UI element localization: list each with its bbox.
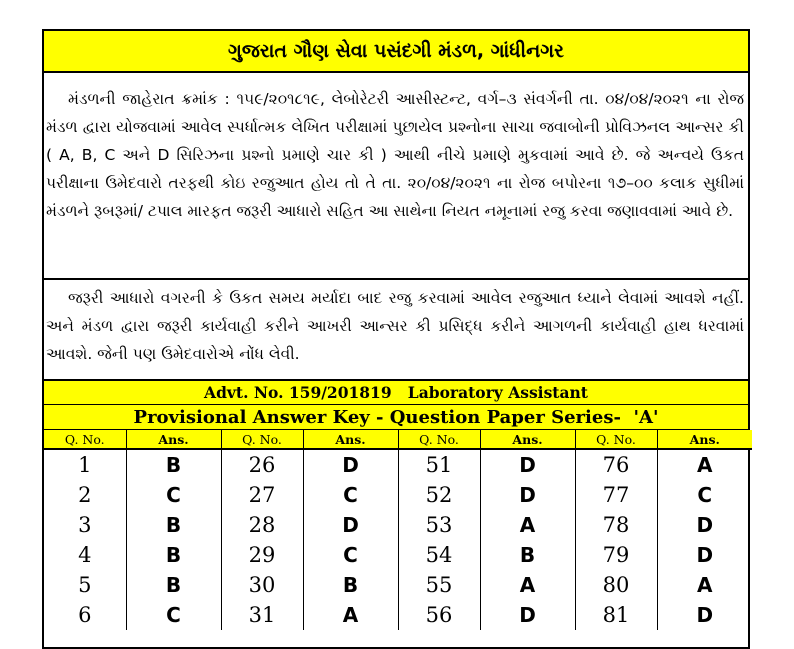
answer-header: Ans. [480,430,575,449]
answer: B [126,449,221,480]
table-row [44,540,752,570]
question-number: 53 [398,510,480,540]
table-row [44,510,752,540]
answer-key-document [42,29,750,649]
question-number: 78 [575,510,657,540]
notice-paragraph-2-text: જરૂરી આધારો વગરની કે ઉકત સમય મર્યાદા બાદ રજુ કરવામાં આવેલ રજુઆત ધ્યાને લેવામાં આવશે નહીં. અને મંડળ દ્વારા જરૂરી કાર્યવાહી કરીને આખરી આન્સર કી પ્રસિદ્ધ કરીને આગળની કાર્યવાહી હાથ ધરવામાં આવશે. જેની પણ ઉમેદવારોએ નોંધ લેવી. [46,289,744,363]
answer: D [480,600,575,630]
question-number: 51 [398,449,480,480]
answer: C [303,480,398,510]
answer: D [303,449,398,480]
answer-key-table [44,430,752,630]
answer: A [697,453,713,477]
question-number: 3 [44,510,126,540]
notice-paragraph-2 [44,280,748,381]
question-number: 28 [221,510,303,540]
question-number: 30 [221,570,303,600]
question-number: 79 [575,540,657,570]
answer: C [303,540,398,570]
answer-header: Ans. [126,430,221,449]
answer-header: Ans. [303,430,398,449]
question-number: 76 [575,449,657,480]
question-number: 1 [44,449,126,480]
question-number: 6 [44,600,126,630]
table-header-row [44,430,752,449]
answer: D [696,603,714,627]
question-number: 27 [221,480,303,510]
question-number: 81 [575,600,657,630]
answer: B [126,570,221,600]
answer: B [126,540,221,570]
question-number: 2 [44,480,126,510]
answer: C [126,480,221,510]
table-row [44,570,752,600]
answer-header: Ans. [657,430,752,449]
question-number: 55 [398,570,480,600]
question-number: 4 [44,540,126,570]
question-number-header: Q. No. [44,430,126,449]
question-number: 54 [398,540,480,570]
notice-paragraph-1 [44,73,748,280]
table-row [44,600,752,630]
answer: D [480,480,575,510]
question-number: 5 [44,570,126,600]
answer: D [303,510,398,540]
question-number: 80 [575,570,657,600]
question-number: 52 [398,480,480,510]
question-number: 77 [575,480,657,510]
question-number-header: Q. No. [221,430,303,449]
answer-key-title: Provisional Answer Key - Question Paper Series- 'A' [44,405,748,430]
answer: D [696,513,714,537]
answer: A [697,573,713,597]
question-number: 29 [221,540,303,570]
question-number: 56 [398,600,480,630]
answer: A [480,510,575,540]
board-title: ગુજરાત ગૌણ સેવા પસંદગી મંડળ, ગાંધીનગર [44,31,748,73]
question-number: 31 [221,600,303,630]
table-row [44,480,752,510]
advertisement-line: Advt. No. 159/201819 Laboratory Assistant [44,381,748,405]
question-number-header: Q. No. [398,430,480,449]
answer: C [126,600,221,630]
answer: B [126,510,221,540]
answer: A [480,570,575,600]
answer: C [697,483,713,507]
notice-paragraph-1-text: મંડળની જાહેરાત ક્રમાંક : ૧૫૯/૨૦૧૮૧૯, લેબોરેટરી આસીસ્ટન્ટ, વર્ગ–૩ સંવર્ગની તા. ૦૪/૦૪/૨૦૨૧ ના રોજ મંડળ દ્વારા યોજવામાં આવેલ સ્પર્ધાત્મક લેખિત પરીક્ષામાં પુછાયેલ પ્રશ્નોના સાચા જવાબોની પ્રોવિઝનલ આન્સર કી ( A, B, C અને D સિરિઝના પ્રશ્નો પ્રમાણે ચાર કી ) આથી નીચે પ્રમાણે મુકવામાં આવે છે. જે અન્વયે ઉકત પરીક્ષાના ઉમેદવારો તરફથી કોઇ રજુઆત હોય તો તે તા. ૨૦/૦૪/૨૦૨૧ ના રોજ બપોરના ૧૭–૦૦ કલાક સુધીમાં મંડળને રૂબરૂમાં/ ટપાલ મારફત જરૂરી આધારો સહિત આ સાથેના નિયત નમૂનામાં રજુ કરવા જણાવવામાં આવે છે. [46,90,744,220]
question-number-header: Q. No. [575,430,657,449]
question-number: 26 [221,449,303,480]
answer: B [480,540,575,570]
table-row [44,449,752,480]
answer: D [696,543,714,567]
answer: B [303,570,398,600]
answer: A [303,600,398,630]
answer: D [480,449,575,480]
